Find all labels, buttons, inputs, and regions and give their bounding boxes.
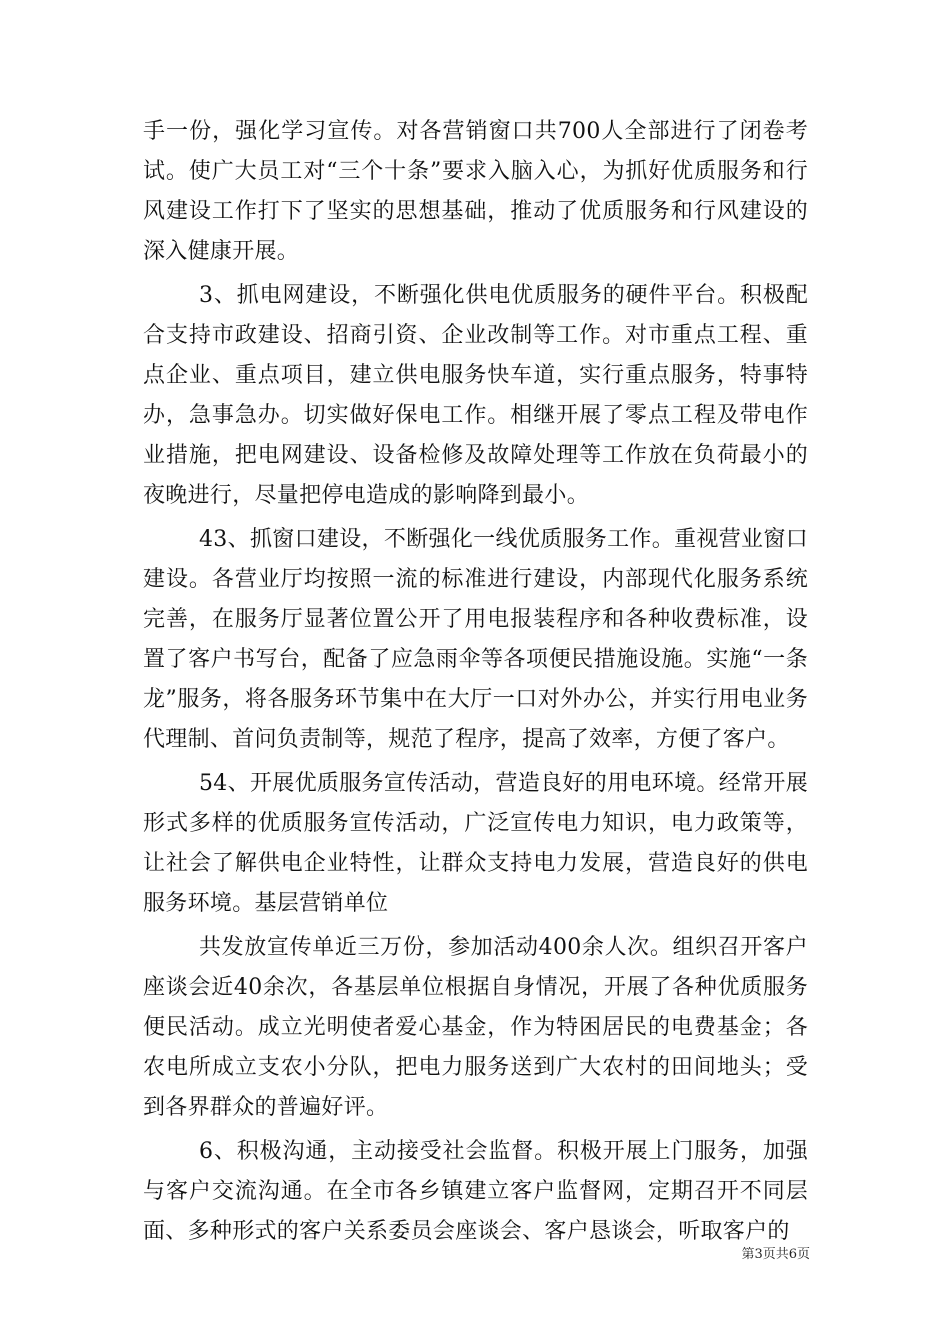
paragraph-item-54: 54、开展优质服务宣传活动，营造良好的用电环境。经常开展形式多样的优质服务宣传活动，广泛宣传电力知识，电力政策等，让社会了解供电企业特性，让群众支持电力发展，营造良好的供电服务环境。基层营销单位 xyxy=(143,771,808,916)
paragraph-item-6: 6、积极沟通，主动接受社会监督。积极开展上门服务，加强与客户交流沟通。在全市各乡镇建立客户监督网，定期召开不同层面、多种形式的客户关系委员会座谈会、客户恳谈会，听取客户的 xyxy=(143,1139,808,1244)
paragraph-continuation: 手一份，强化学习宣传。对各营销窗口共700人全部进行了闭卷考试。使广大员工对“三个十条”要求入脑入心，为抓好优质服务和行风建设工作打下了坚实的思想基础，推动了优质服务和行风建设的深入健康开展。 xyxy=(143,119,808,264)
paragraph-item-43: 43、抓窗口建设，不断强化一线优质服务工作。重视营业窗口建设。各营业厅均按照一流的标准进行建设，内部现代化服务系统完善，在服务厅显著位置公开了用电报装程序和各种收费标准，设置了客户书写台，配备了应急雨伞等各项便民措施设施。实施“一条龙”服务，将各服务环节集中在大厅一口对外办公，并实行用电业务代理制、首问负责制等，规范了程序，提高了效率，方便了客户。 xyxy=(143,527,808,752)
paragraph-item-3: 3、抓电网建设，不断强化供电优质服务的硬件平台。积极配合支持市政建设、招商引资、企业改制等工作。对市重点工程、重点企业、重点项目，建立供电服务快车道，实行重点服务，特事特办，急事急办。切实做好保电工作。相继开展了零点工程及带电作业措施，把电网建设、设备检修及故障处理等工作放在负荷最小的夜晚进行，尽量把停电造成的影响降到最小。 xyxy=(143,283,808,508)
paragraph-publicity: 共发放宣传单近三万份，参加活动400余人次。组织召开客户座谈会近40余次，各基层单位根据自身情况，开展了各种优质服务便民活动。成立光明使者爱心基金，作为特困居民的电费基金；各农电所成立支农小分队，把电力服务送到广大农村的田间地头；受到各界群众的普遍好评。 xyxy=(143,935,808,1120)
document-body xyxy=(143,112,808,1252)
page-number: 第3页共6页 xyxy=(741,1247,810,1262)
